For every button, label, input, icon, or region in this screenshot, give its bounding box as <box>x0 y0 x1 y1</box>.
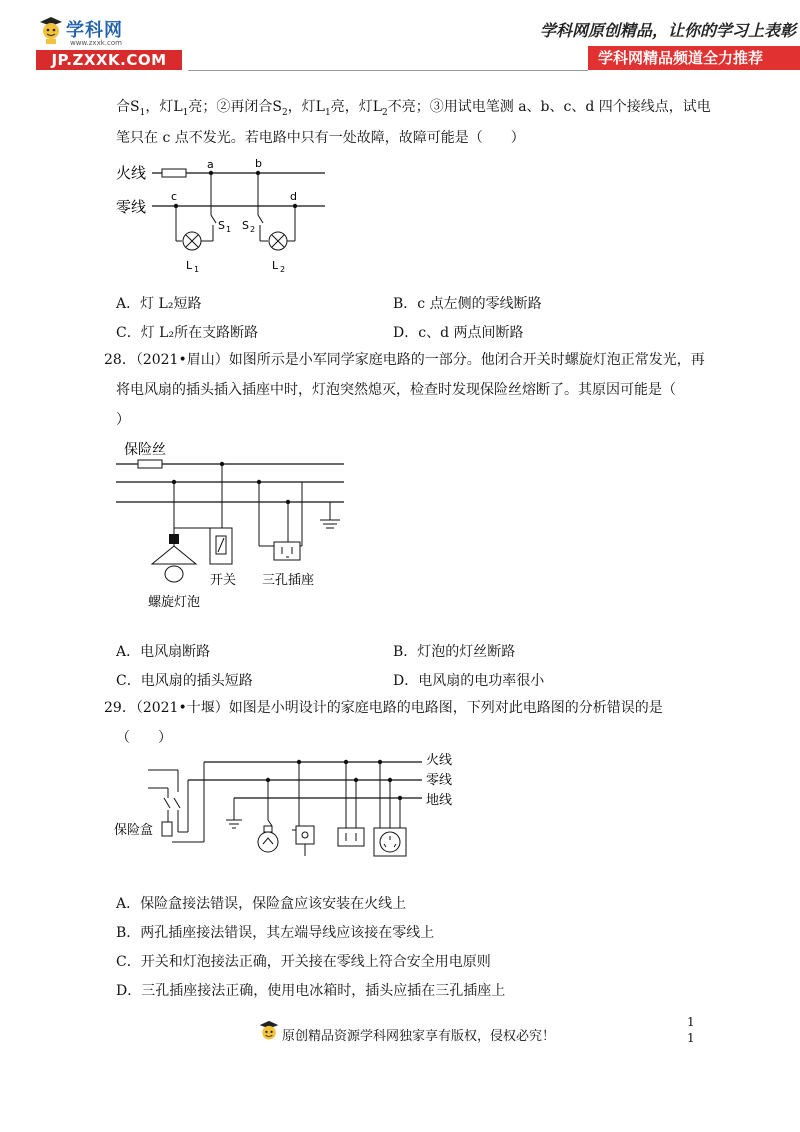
mascot-logo-icon <box>38 14 64 44</box>
point-d-label: d <box>290 190 297 203</box>
svg-text:2: 2 <box>280 265 286 274</box>
svg-text:1: 1 <box>226 225 232 234</box>
neutral-wire-label: 零线 <box>426 773 453 788</box>
q27-circuit-diagram <box>110 155 340 275</box>
q29-circuit-diagram <box>112 752 472 870</box>
q28-line2: 将电风扇的插头插入插座中时，灯泡突然熄灭，检查时发现保险丝熔断了。其原因可能是（ <box>116 382 676 398</box>
footer-copyright: 原创精品资源学科网独家享有版权，侵权必究！ <box>282 1029 556 1044</box>
two-pin-socket-icon <box>338 828 364 846</box>
switch-s2-label: S <box>242 219 249 232</box>
logo-name: 学科网 <box>66 20 123 41</box>
footer-mascot-icon <box>258 1018 280 1044</box>
page-number-bottom: 1 <box>687 1031 695 1045</box>
q27-option-c[interactable]: C．灯 L₂所在支路断路 <box>116 325 259 341</box>
live-wire-label: 火线 <box>116 164 147 182</box>
q27-line1: 合$S_1$，灯$L_1$亮；②再闭合$S_2$，灯$L_1$亮，灯$L_2$不亮；③用试电笔测 a、b、c、d 四个接线点，试电 <box>116 99 711 118</box>
point-a-label: a <box>207 158 214 171</box>
q29-option-c[interactable]: C．开关和灯泡接法正确，开关接在零线上符合安全用电原则 <box>116 954 491 970</box>
q27-line2: 笔只在 c 点不发光。若电路中只有一处故障，故障可能是（ ） <box>116 130 525 146</box>
point-c-label: c <box>171 190 178 203</box>
q28-option-b[interactable]: B．灯泡的灯丝断路 <box>393 644 516 660</box>
logo-url: www.zxxk.com <box>70 39 122 47</box>
neutral-wire-label: 零线 <box>116 198 147 216</box>
q27-option-d[interactable]: D．c、d 两点间断路 <box>393 325 524 341</box>
q28-line3: ） <box>116 412 130 428</box>
q28-option-d[interactable]: D．电风扇的电功率很小 <box>393 673 545 689</box>
q29-option-a[interactable]: A．保险盒接法错误，保险盒应该安装在火线上 <box>116 896 407 912</box>
fuse-icon <box>162 169 186 177</box>
switch-label: 开关 <box>210 573 237 588</box>
q27-option-b[interactable]: B．c 点左侧的零线断路 <box>393 296 542 312</box>
lamp-l1-label: L <box>186 259 193 272</box>
fuse-label: 保险丝 <box>124 442 166 458</box>
q28-option-c[interactable]: C．电风扇的插头短路 <box>116 673 253 689</box>
bulb-label: 螺旋灯泡 <box>148 595 201 610</box>
q29-option-d[interactable]: D．三孔插座接法正确，使用电冰箱时，插头应插在三孔插座上 <box>116 983 506 999</box>
switch-s1-label: S <box>218 219 225 232</box>
header-divider <box>188 70 588 71</box>
q28-circuit-diagram <box>112 436 352 616</box>
fuse-box-label: 保险盒 <box>114 823 154 838</box>
header-banner: 学科网精品频道全力推荐 <box>588 46 800 70</box>
q29-line2: （ ） <box>116 730 172 746</box>
page-number-top: 1 <box>687 1015 695 1029</box>
fuse-box-icon <box>162 822 172 836</box>
svg-text:1: 1 <box>194 265 200 274</box>
socket-label: 三孔插座 <box>262 573 315 588</box>
bulb-icon <box>258 832 278 852</box>
q28-option-a[interactable]: A．电风扇断路 <box>116 644 211 660</box>
header-slogan: 学科网原创精品，让你的学习上表彰 <box>540 21 797 40</box>
logo-bar: JP.ZXXK.COM <box>36 50 182 70</box>
point-b-label: b <box>255 157 262 170</box>
q28-line1: 28．（2021•眉山）如图所示是小军同学家庭电路的一部分。他闭合开关时螺旋灯泡正常发光，再 <box>104 352 705 368</box>
live-wire-label: 火线 <box>426 753 453 768</box>
q29-line1: 29．（2021•十堰）如图是小明设计的家庭电路的电路图，下列对此电路图的分析错误的是 <box>104 700 663 716</box>
svg-text:2: 2 <box>250 225 256 234</box>
q27-option-a[interactable]: A．灯 L₂短路 <box>116 296 202 312</box>
q29-option-b[interactable]: B．两孔插座接法错误，其左端导线应该接在零线上 <box>116 925 435 941</box>
bulb-icon <box>152 546 196 564</box>
fuse-icon <box>138 460 162 468</box>
lamp-l2-label: L <box>272 259 279 272</box>
ground-wire-label: 地线 <box>426 793 453 808</box>
